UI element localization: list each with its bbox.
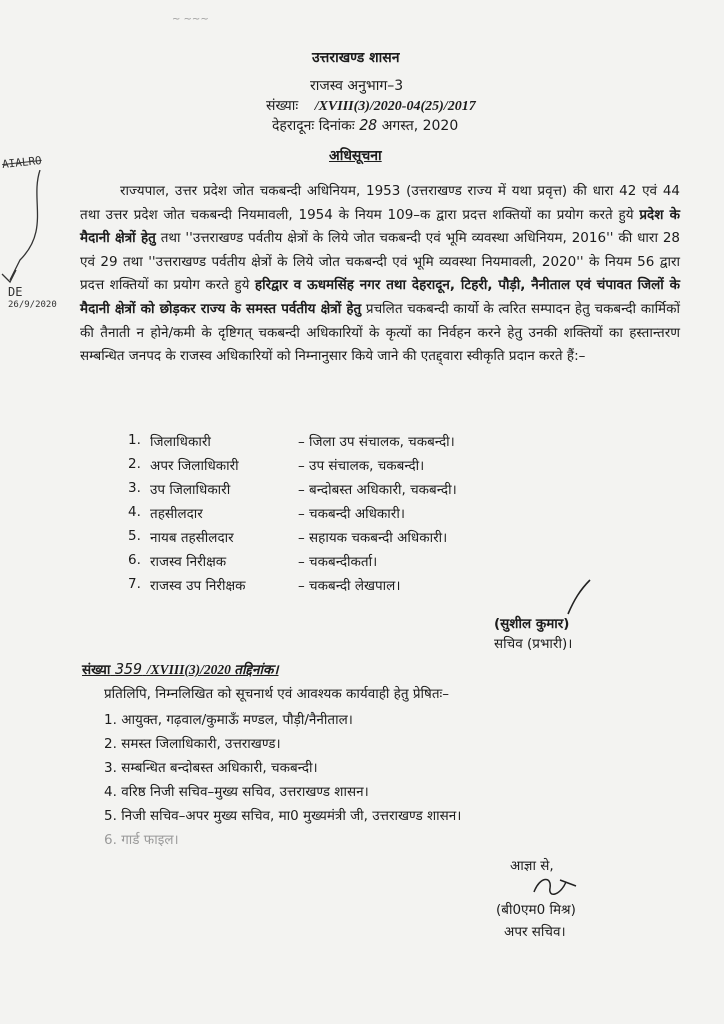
margin-note-date: 26/9/2020 [8,300,57,310]
date-handwritten: 28 [359,116,378,134]
additional-secretary-designation: अपर सचिव। [504,924,566,940]
margin-arrow [0,170,60,290]
govt-heading: उत्तराखण्ड शासन [312,50,400,66]
top-scribble: ~ ~~~ [172,14,209,25]
number-label: संख्याः [266,98,299,114]
date-label: देहरादूनः दिनांकः [272,118,355,134]
number-value: /XVIII(3)/2020-04(25)/2017 [314,99,476,114]
date-line [272,116,458,135]
copy-ref-handwritten: 359 [115,660,143,678]
consolidation-officer: – जिला उप संचालक, चकबन्दी। [298,434,455,450]
order-number-line [266,96,476,115]
notification-title: अधिसूचना [329,148,382,164]
signature-mark-secretary [556,578,596,618]
consolidation-officer: – चकबन्दीकर्ता। [298,554,378,570]
copy-list-item: 6. गार्ड फाइल। [104,832,179,848]
revenue-officer: नायब तहसीलदार [150,530,234,546]
copy-list-item: 1. आयुक्त, गढ़वाल/कुमाऊँ मण्डल, पौड़ी/नैनीताल। [104,712,353,728]
body-bold-2: हरिद्वार व ऊधमसिंह नगर तथा देहरादून, टिहरी, पौड़ी, नैनीताल एवं चंपावत जिलों के मैदानी क्षेत्रों को छोड़कर राज्य के समस्त पर्वतीय क्षेत्रों हेतु [80,277,680,317]
by-order: आज्ञा से, [510,858,554,874]
revenue-officer: जिलाधिकारी [150,434,211,450]
copy-intro: प्रतिलिपि, निम्नलिखित को सूचनार्थ एवं आवश्यक कार्यवाही हेतु प्रेषितः– [104,686,449,702]
copy-list-item: 2. समस्त जिलाधिकारी, उत्तराखण्ड। [104,736,281,752]
section-heading: राजस्व अनुभाग–3 [310,78,404,94]
body-part-1: राज्यपाल, उत्तर प्रदेश जोत चकबन्दी अधिनियम, 1953 (उत्तराखण्ड राज्य में यथा प्रवृत्त) की धारा 42 एवं 44 तथा उत्तर प्रदेश जोत चकबन्दी नियमावली, 1954 के नियम 109–क द्वारा प्रदत्त शक्तियों का प्रयोग करते हुये [80,183,680,223]
copy-list-item: 4. वरिष्ठ निजी सचिव–मुख्य सचिव, उत्तराखण्ड शासन। [104,784,369,800]
copy-reference [82,660,278,678]
signature-mark-additional-secretary [530,872,580,902]
consolidation-officer: – बन्दोबस्त अधिकारी, चकबन्दी। [298,482,457,498]
copy-ref-number: /XVIII(3)/2020 तद्दिनांक। [146,662,279,677]
consolidation-officer: – चकबन्दी अधिकारी। [298,506,405,522]
revenue-officer: तहसीलदार [150,506,203,522]
revenue-officer: अपर जिलाधिकारी [150,458,239,474]
consolidation-officer: – चकबन्दी लेखपाल। [298,578,401,594]
secretary-designation: सचिव (प्रभारी)। [494,636,573,652]
copy-list-item: 5. निजी सचिव–अपर मुख्य सचिव, मा0 मुख्यमंत्री जी, उत्तराखण्ड शासन। [104,808,462,824]
notification-body [80,180,680,369]
body-part-2: तथा ''उत्तराखण्ड पर्वतीय क्षेत्रों के लिये जोत चकबन्दी एवं भूमि व्यवस्था अधिनियम, 2016'' की धारा 28 एवं 29 तथा ''उत्तराखण्ड पर्वतीय क्षेत्रों के लिये जोत चकबन्दी एवं भूमि व्यवस्था नियमावली, 2020'' के नियम 56 द्वारा प्रदत्त शक्तियों का प्रयोग करते हुये [80,230,680,294]
consolidation-officer: – उप संचालक, चकबन्दी। [298,458,425,474]
consolidation-officer: – सहायक चकबन्दी अधिकारी। [298,530,448,546]
margin-note-de: DE [8,285,23,299]
copy-list-item: 3. सम्बन्धित बन्दोबस्त अधिकारी, चकबन्दी। [104,760,318,776]
body-part-3: प्रचलित चकबन्दी कार्यो के त्वरित सम्पादन हेतु चकबन्दी कार्मिकों की तैनाती न होने/कमी के दृष्टिगत् चकबन्दी अधिकारियों के कृत्यों का निर्वहन करने हेतु उनकी शक्तियों का हस्तान्तरण सम्बन्धित जनपद के राजस्व अधिकारियों को निम्नानुसार किये जाने की एतद्द्वारा स्वीकृति प्रदान करते हैं:– [80,300,680,365]
revenue-officer: राजस्व निरीक्षक [150,554,227,570]
secretary-name: (सुशील कुमार) [494,616,570,632]
notification-page: ~ ~~~ उत्तराखण्ड शासन राजस्व अनुभाग–3 संख्याः /XVIII(3)/2020-04(25)/2017 देहरादूनः दिनांकः 28 अगस्त, 2020 अधिसूचना AIALRO DE 26/9/2020 राज्यपाल, उत्तर प्रदेश जोत चकबन्दी अधिनियम, 1953 (उत्तराखण्ड राज्य में यथा प्रवृत्त) की धारा 42 एवं 44 तथा उत्तर प्रदेश जोत चकबन्दी नियमावली, 1954 के नियम 109–क द्वारा प्रदत्त शक्तियों का प्रयोग करते हुये प्रदेश के मैदानी क्षेत्रों हेतु तथा ''उत्तराखण्ड पर्वतीय क्षेत्रों के लिये जोत चकबन्दी एवं भूमि व्यवस्था अधिनियम, 2016'' की धारा 28 एवं 29 तथा ''उत्तराखण्ड पर्वतीय क्षेत्रों के लिये जोत चकबन्दी एवं भूमि व्यवस्था नियमावली, 2020'' के नियम 56 द्वारा प्रदत्त शक्तियों का प्रयोग करते हुये हरिद्वार व ऊधमसिंह नगर तथा देहरादून, टिहरी, पौड़ी, नैनीताल एवं चंपावत जिलों के मैदानी क्षेत्रों को छोड़कर राज्य के समस्त पर्वतीय क्षेत्रों हेतु प्रचलित चकबन्दी कार्यो के त्वरित सम्पादन हेतु चकबन्दी कार्मिकों की तैनाती न होने/कमी के दृष्टिगत् चकबन्दी अधिकारियों के कृत्यों का निर्वहन करने हेतु उनकी शक्तियों का हस्तान्तरण सम्बन्धित जनपद के राजस्व अधिकारियों को निम्नानुसार किये जाने की एतद्द्वारा स्वीकृति प्रदान करते हैं:– 1. जिलाधिकारी – जिला उप संचालक, चकबन्दी। 2. अपर जिलाधिकारी – उप संचालक, चकबन्दी। 3. उप जिलाधिकारी – बन्दोबस्त अधिकारी, चकबन्दी। 4. तहसीलदार – चकबन्दी अधिकारी। 5. नायब तहसीलदार – सहायक चकबन्दी अधिकारी। 6. राजस्व निरीक्षक – चकबन्दीकर्ता। 7. राजस्व उप निरीक्षक – चकबन्दी लेखपाल। (सुशील कुमार) सचिव (प्रभारी)। संख्या 359 /XVIII(3)/2020 तद्दिनांक। प्रतिलिपि, निम्नलिखित को सूचनार्थ एवं आवश्यक कार्यवाही हेतु प्रेषितः– 1. आयुक्त, गढ़वाल/कुमाऊँ मण्डल, पौड़ी/नैनीताल। 2. समस्त जिलाधिकारी, उत्तराखण्ड। 3. सम्बन्धित बन्दोबस्त अधिकारी, चकबन्दी। 4. वरिष्ठ निजी सचिव–मुख्य सचिव, उत्तराखण्ड शासन। 5. निजी सचिव–अपर मुख्य सचिव, मा0 मुख्यमंत्री जी, उत्तराखण्ड शासन। 6. गार्ड फाइल। आज्ञा से, (बी0एम0 मिश्र) अपर सचिव। [1,14,680,940]
body-bold-1: प्रदेश के मैदानी क्षेत्रों हेतु [80,206,680,247]
copy-ref-label: संख्या [82,662,111,678]
revenue-officer: राजस्व उप निरीक्षक [150,578,246,594]
date-rest: अगस्त, 2020 [381,118,459,134]
revenue-officer: उप जिलाधिकारी [150,482,231,498]
additional-secretary-name: (बी0एम0 मिश्र) [496,902,576,918]
margin-note-aialro: AIALRO [1,153,43,172]
